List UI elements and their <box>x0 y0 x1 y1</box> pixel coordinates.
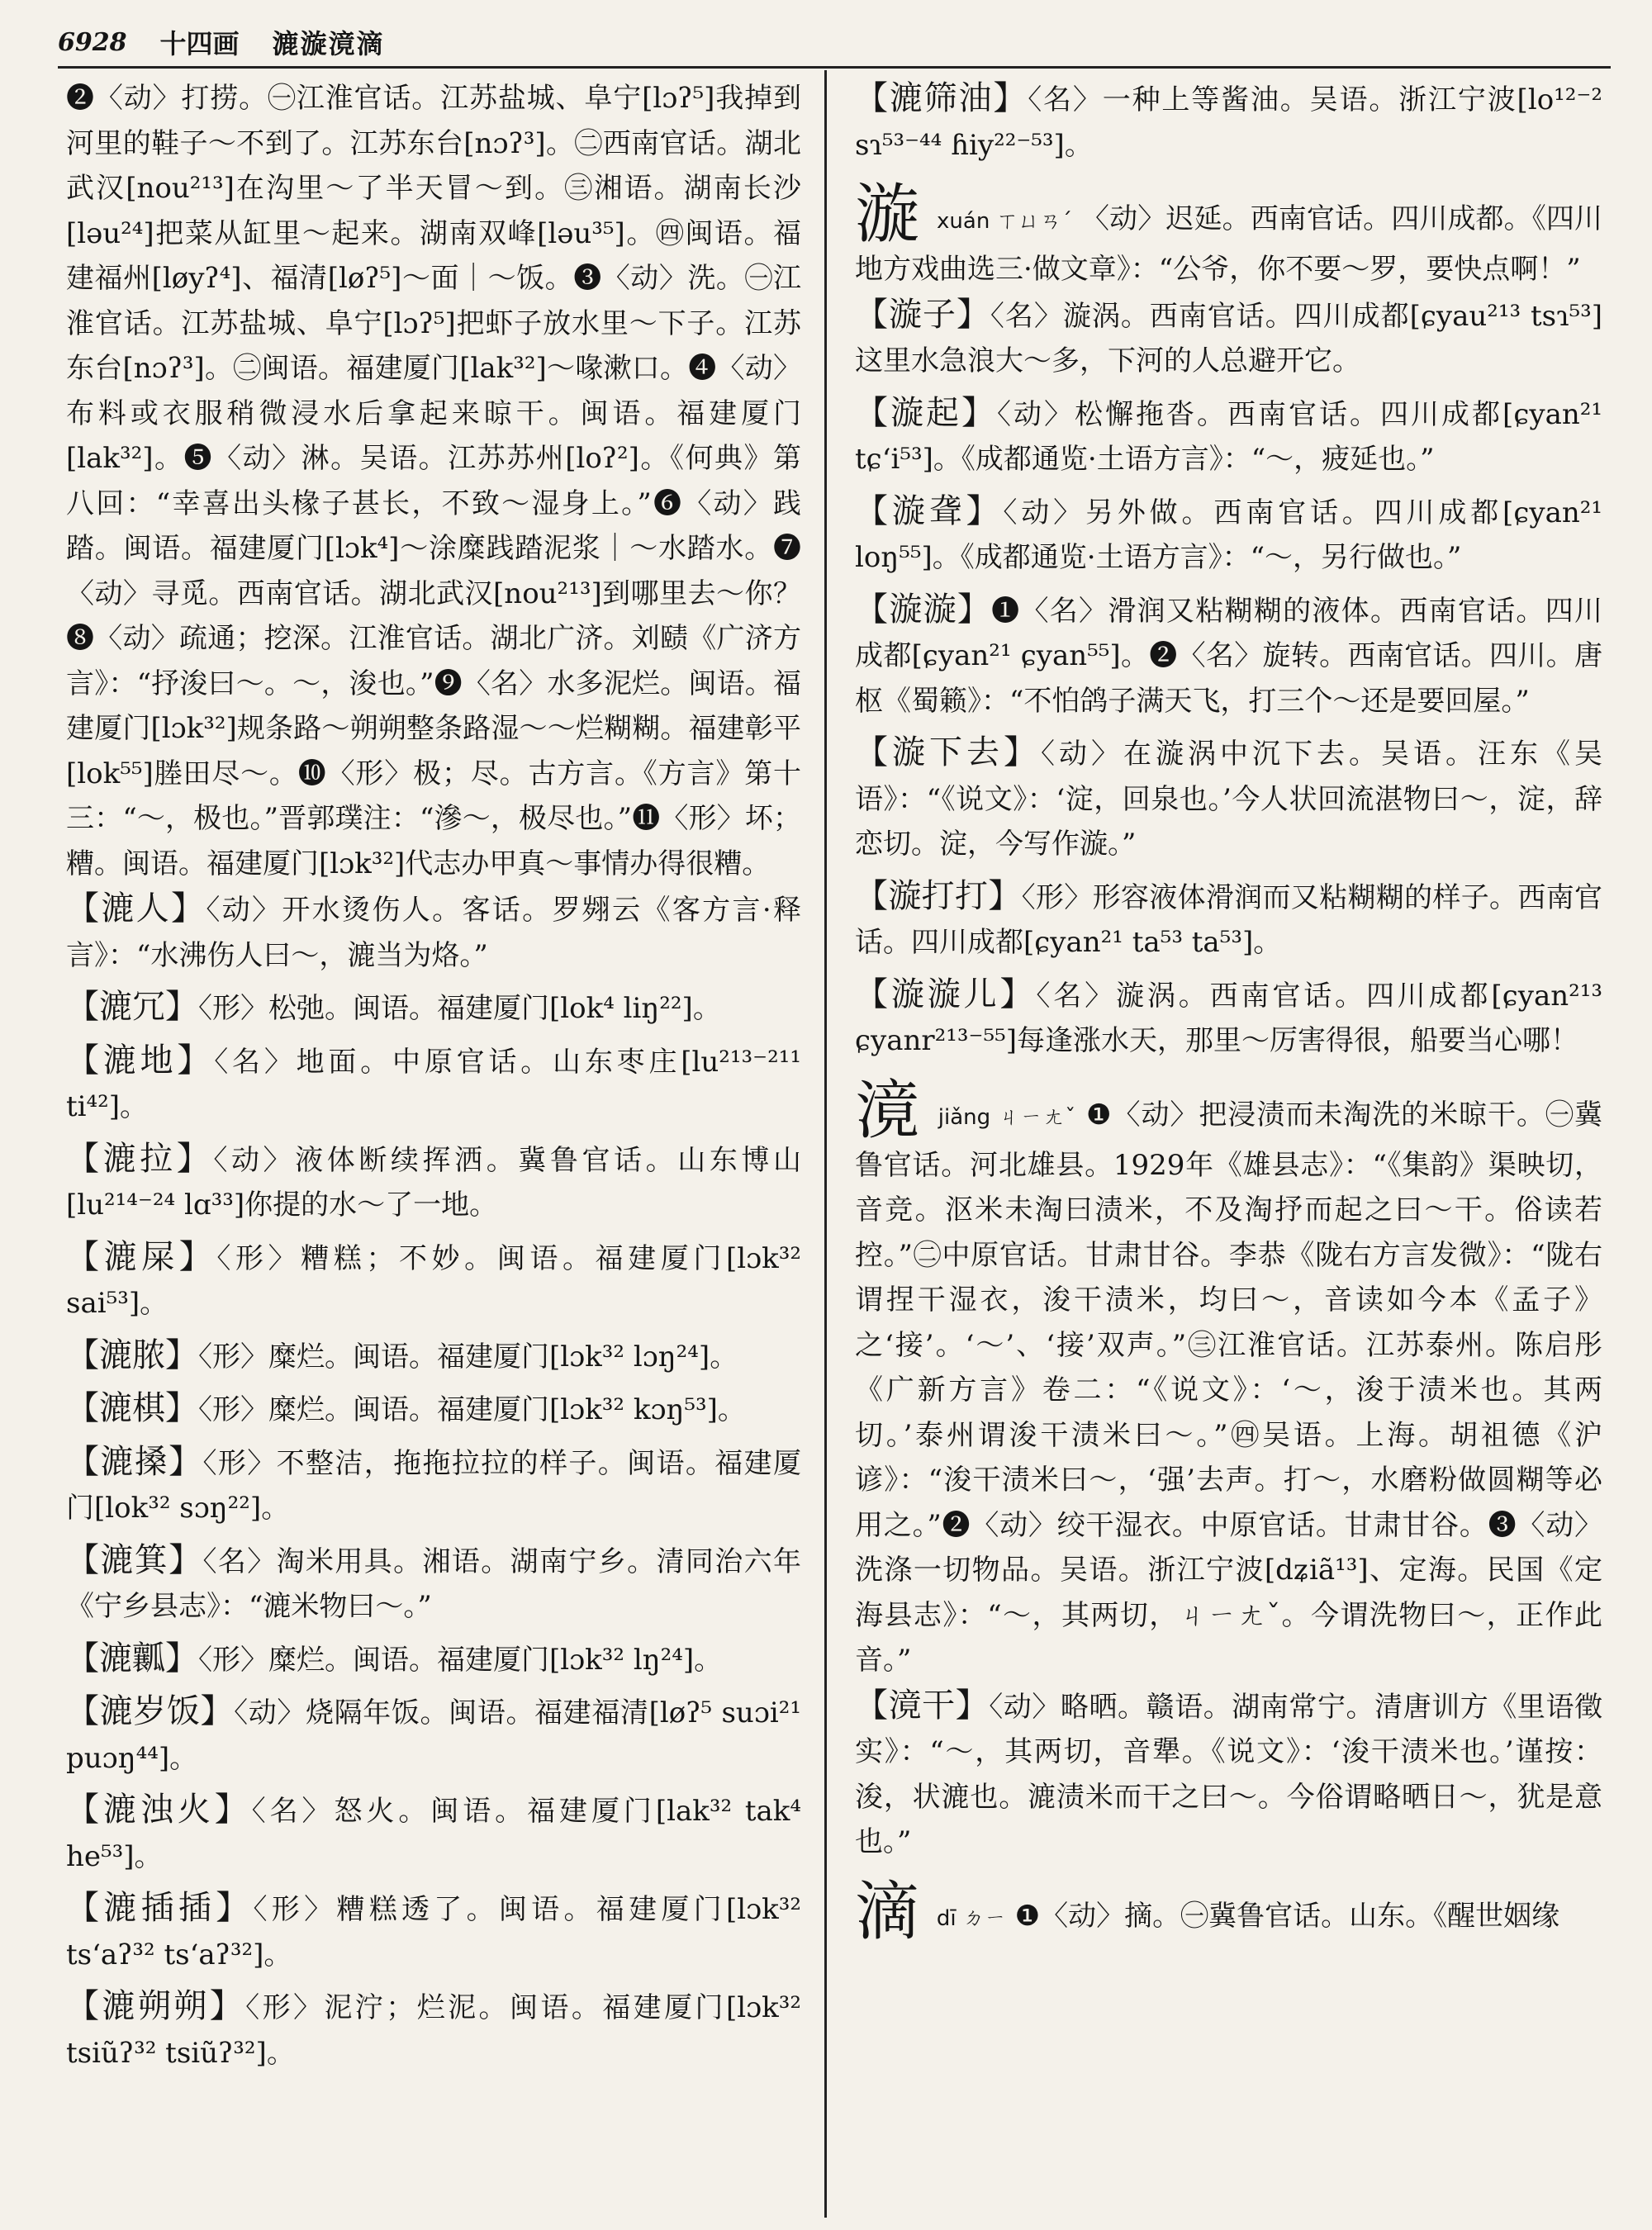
definition: 〈名〉一种上等酱油。吴语。浙江宁波[lo¹²⁻² sɿ⁵³⁻⁴⁴ ɦiy²²⁻⁵³]。 <box>855 83 1602 162</box>
xuan-compound-entry <box>855 972 1602 1064</box>
definition: 〈名〉怒火。闽语。福建厦门[lak³² tak⁴ he⁵³]。 <box>66 1795 801 1873</box>
page-header <box>58 23 1602 61</box>
headword: 【漉瓤】 <box>66 1639 198 1677</box>
lu-compound-entry <box>66 1538 801 1630</box>
definition: 〈形〉糜烂。闽语。福建厦门[lɔk³² lɔŋ²⁴]。 <box>198 1340 738 1374</box>
xuan-compounds <box>855 292 1602 1064</box>
lu-compound-entry <box>66 1386 801 1433</box>
definition: 〈形〉松弛。闽语。福建厦门[lok⁴ liŋ²²]。 <box>198 992 721 1025</box>
definition: 〈动〉液体断续挥洒。冀鲁官话。山东博山[lu²¹⁴⁻²⁴ lɑ³³]你提的水～了一地。 <box>66 1143 802 1222</box>
definition: 〈动〉略晒。赣语。湖南常宁。清唐训方《里语徵实》：“～，其两切，音犟。《说文》：‘浚干渍米也。’谨按：浚，状漉也。漉渍米而干之曰～。今俗谓略晒日～，犹是意也。” <box>855 1690 1603 1858</box>
definition: ❶〈名〉滑润又粘糊糊的液体。西南官话。四川成都[ɕyan²¹ ɕyan⁵⁵]。❷〈名〉旋转。西南官话。四川。唐枢《蜀籁》：“不怕鸽子满天飞，打三个～还是要回屋。” <box>855 594 1603 718</box>
definition: 〈动〉烧隔年饭。闽语。福建福清[løʔ⁵ suɔi²¹ puɔŋ⁴⁴]。 <box>66 1696 802 1775</box>
entry-jiang <box>855 1073 1602 1683</box>
definition: 〈动〉松懈拖沓。西南官话。四川成都[ɕyan²¹ tɕʻi⁵³]。《成都通览·土语方言》：“～，疲延也。” <box>855 397 1602 476</box>
xuan-compound-entry <box>855 874 1602 966</box>
definition: 〈动〉在漩涡中沉下去。吴语。汪东《吴语》：“《说文》：‘淀，回泉也。’今人状回流湛物曰～，淀，辞恋切。淀，今写作漩。” <box>855 738 1602 861</box>
definition: 〈形〉糜烂。闽语。福建厦门[lɔk³² lŋ²⁴]。 <box>198 1643 723 1677</box>
xuan-compound-entry <box>855 587 1602 724</box>
lu-compound-entry <box>66 1886 801 1977</box>
headword: 【滰干】 <box>855 1686 990 1725</box>
xuan-compound-entry <box>855 292 1602 384</box>
headword: 【漉朔朔】 <box>66 1987 246 2025</box>
definition: 〈形〉糟糕；不妙。闽语。福建厦门[lɔk³² sai⁵³]。 <box>66 1241 801 1320</box>
lu-compound-entry <box>66 886 801 978</box>
headword: 【漩聋】 <box>855 491 1004 530</box>
continuation-text: ❷〈动〉打捞。㊀江淮官话。江苏盐城、阜宁[lɔʔ⁵]我掉到河里的鞋子～不到了。江苏东台[nɔʔ³]。㊁西南官话。湖北武汉[nou²¹³]在沟里～了半天冒～到。㊂湘语。湖南长沙[ləu²⁴]把菜从缸里～起来。湖南双峰[ləu³⁵]。㊃闽语。福建福州[løyʔ⁴]、福清[løʔ⁵]～面｜～饭。❸〈动〉洗。㊀江淮官话。江苏盐城、阜宁[lɔʔ⁵]把虾子放水里～下子。江苏东台[nɔʔ³]。㊁闽语。福建厦门[lak³²]～喙漱口。❹〈动〉布料或衣服稍微浸水后拿起来晾干。闽语。福建厦门[lak³²]。❺〈动〉淋。吴语。江苏苏州[loʔ²]。《何典》第八回：“幸喜出头椽子甚长，不致～湿身上。”❻〈动〉践踏。闽语。福建厦门[lɔk⁴]～涂糜践踏泥浆｜～水踏水。❼〈动〉寻觅。西南官话。湖北武汉[nou²¹³]到哪里去～你？❽〈动〉疏通；挖深。江淮官话。湖北广济。刘赜《广济方言》：“抒浚曰～。～，浚也。”❾〈名〉水多泥烂。闽语。福建厦门[lɔk³²]规条路～朔朔整条路湿～～烂糊糊。福建彰平[lok⁵⁵]塍田尽～。❿〈形〉极；尽。古方言。《方言》第十三：“～，极也。”晋郭璞注：“滲～，极尽也。”⓫〈形〉坏；糟。闽语。福建厦门[lɔk³²]代志办甲真～事情办得很糟。 <box>66 82 801 880</box>
jiang-compound-entry <box>855 1683 1602 1865</box>
definition: 〈形〉糟糕透了。闽语。福建厦门[lɔk³² tsʻaʔ³² tsʻaʔ³²]。 <box>66 1893 802 1971</box>
headword: 【漩漩】 <box>855 590 992 629</box>
headword: 【漩子】 <box>855 295 990 334</box>
definition: 〈动〉开水烫伤人。客话。罗翙云《客方言·释言》：“水沸伤人曰～，漉当为烙。” <box>66 894 802 972</box>
headword: 【漉冗】 <box>66 988 198 1026</box>
lu-compound-entry <box>66 1984 801 2076</box>
headword: 【漉脓】 <box>66 1336 198 1374</box>
headword: 【漉地】 <box>66 1041 215 1079</box>
headword: 【漉箕】 <box>66 1540 203 1579</box>
headword: 【漉浊火】 <box>66 1791 252 1829</box>
definition: 〈形〉糜烂。闽语。福建厦门[lɔk³² kɔŋ⁵³]。 <box>198 1393 746 1426</box>
headword: 【漉搡】 <box>66 1442 203 1481</box>
lu-compound-entry <box>66 1689 801 1781</box>
headword: 【漉棋】 <box>66 1389 198 1427</box>
definition: 〈名〉地面。中原官话。山东枣庄[lu²¹³⁻²¹¹ ti⁴²]。 <box>66 1045 802 1123</box>
column-divider <box>824 70 827 2218</box>
lu-compound-entry <box>66 1235 801 1326</box>
headword: 【漉筛油】 <box>855 79 1028 117</box>
pinyin-jiang: jiǎng ㄐㄧㄤˇ <box>938 1104 1077 1130</box>
lu-compound-entry <box>66 1440 801 1531</box>
headword: 【漩打打】 <box>855 876 1022 915</box>
left-column <box>66 76 801 2082</box>
definition: 〈动〉另外做。西南官话。四川成都[ɕyan²¹ loŋ⁵⁵]。《成都通览·土语方言》：“～，另行做也。” <box>855 496 1603 574</box>
headchar-xuan: 漩 <box>855 178 920 252</box>
stroke-section: 十四画 <box>159 28 240 59</box>
lu-compound-entry <box>66 1038 801 1130</box>
definition-jiang: ❶〈动〉把浸渍而未淘洗的米晾干。㊀冀鲁官话。河北雄县。1929年《雄县志》：“《集韵》渠映切，音竞。沤米未淘曰渍米，不及淘抒而起之曰～干。俗读若控。”㊁中原官话。甘肃甘谷。李恭《陇右方言发微》：“陇右谓捏干湿衣，浚干渍米，均曰～，音读如今本《孟子》之‘接’。‘～’、‘接’双声。”㊂江淮官话。江苏泰州。陈启彤《广新方言》卷二：“《说文》：‘～，浚于渍米也。其两切。’泰州谓浚干渍米曰～。”㊃吴语。上海。胡祖德《沪谚》：“浚干渍米曰～，‘强’去声。打～，水磨粉做圆糊等必用之。”❷〈动〉绞干湿衣。中原官话。甘肃甘谷。❸〈动〉洗涤一切物品。吴语。浙江宁波[dʑiã¹³]、定海。民国《定海县志》：“～，其两切，ㄐㄧㄤˇ。今谓洗物曰～，正作此音。” <box>855 1098 1602 1677</box>
headword: 【漉拉】 <box>66 1139 214 1178</box>
definition-di: ❶〈动〉摘。㊀冀鲁官话。山东。《醒世姻缘 <box>1014 1899 1560 1933</box>
definition: 〈名〉漩涡。西南官话。四川成都[ɕyau²¹³ tsɿ⁵³]这里水急浪大～多，下河的人总避开它。 <box>855 299 1603 377</box>
pinyin-di: dī ㄉㄧ <box>936 1905 1006 1931</box>
entry-di <box>855 1874 1602 1949</box>
headchar-di: 滴 <box>855 1874 920 1949</box>
headword: 【漩起】 <box>855 393 998 432</box>
headword: 【漉屎】 <box>66 1237 217 1276</box>
pinyin-xuan: xuán ㄒㄩㄢˊ <box>937 209 1073 234</box>
headword: 【漉插插】 <box>66 1889 254 1927</box>
headword: 【漩漩儿】 <box>855 975 1037 1013</box>
lu-compound-entry <box>66 1333 801 1380</box>
definition: 〈形〉泥泞；烂泥。闽语。福建厦门[lɔk³² tsiũʔ³² tsiũʔ³²]。 <box>66 1991 802 2070</box>
definition: 〈形〉不整洁，拖拖拉拉的样子。闽语。福建厦门[lok³² sɔŋ²²]。 <box>66 1446 801 1525</box>
lu-compound-entry <box>66 1136 801 1228</box>
xuan-compound-entry <box>855 730 1602 867</box>
definition-xuan: 〈动〉迟延。西南官话。四川成都。《四川地方戏曲选三·做文章》：“公爷，你不要～罗，要快点啊！” <box>855 202 1602 286</box>
page-number: 6928 <box>58 27 127 57</box>
xuan-compound-entry <box>855 391 1602 482</box>
headchar-jiang: 滰 <box>855 1073 920 1148</box>
lu-compound-entry <box>66 985 801 1032</box>
header-rule <box>58 66 1611 69</box>
headword: 【漉人】 <box>66 890 206 928</box>
definition: 〈名〉漩涡。西南官话。四川成都[ɕyan²¹³ ɕyanr²¹³⁻⁵⁵]每逢涨水天，那里～厉害得很，船要当心哪！ <box>855 979 1602 1057</box>
headword: 【漩下去】 <box>855 733 1041 771</box>
definition: 〈名〉淘米用具。湘语。湖南宁乡。清同治六年《宁乡县志》：“漉米物曰～。” <box>66 1544 801 1623</box>
right-column <box>855 76 1603 1949</box>
lu-compound-entry <box>66 1787 801 1879</box>
xuan-compound-entry <box>855 489 1602 581</box>
lu-compound-entry <box>66 1636 801 1683</box>
headword: 【漉岁饭】 <box>66 1692 235 1730</box>
header-characters: 漉漩滰滴 <box>272 28 385 59</box>
left-entries <box>66 886 801 2076</box>
definition: 〈形〉形容液体滑润而又粘糊糊的样子。西南官话。四川成都[ɕyan²¹ ta⁵³ ta⁵³]。 <box>855 880 1603 959</box>
right-top-entries <box>855 76 1602 168</box>
entry-xuan <box>855 178 1602 292</box>
jiang-compounds <box>855 1683 1602 1865</box>
lu-compound-entry <box>855 76 1602 168</box>
